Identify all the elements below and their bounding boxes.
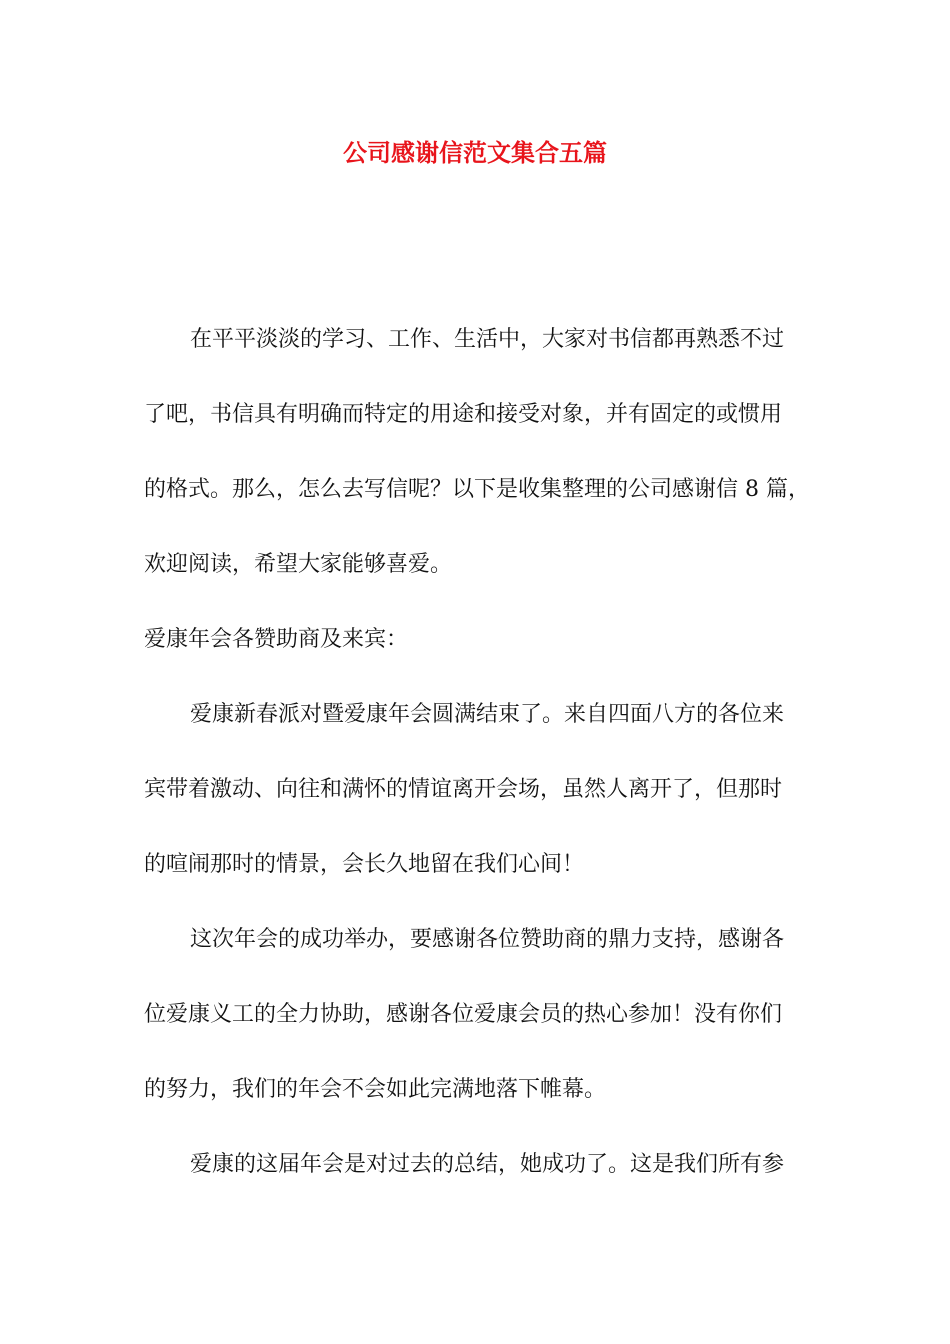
paragraph-line: 宾带着激动、向往和满怀的情谊离开会场，虽然人离开了，但那时 <box>144 777 783 802</box>
paragraph-line: 的喧闹那时的情景，会长久地留在我们心间！ <box>144 852 585 877</box>
paragraph-line: 爱康的这届年会是对过去的总结，她成功了。这是我们所有参 <box>190 1152 785 1177</box>
document-body <box>144 322 816 1222</box>
paragraph-line: 欢迎阅读，希望大家能够喜爱。 <box>144 552 453 577</box>
document-title: 公司感谢信范文集合五篇 <box>343 138 607 167</box>
paragraph-line: 爱康新春派对暨爱康年会圆满结束了。来自四面八方的各位来 <box>190 702 785 727</box>
paragraph-line: 这次年会的成功举办，要感谢各位赞助商的鼎力支持，感谢各 <box>190 927 785 952</box>
paragraph-line: 的格式。那么，怎么去写信呢？以下是收集整理的公司感谢信 8 篇， <box>144 477 810 502</box>
paragraph-line: 在平平淡淡的学习、工作、生活中，大家对书信都再熟悉不过 <box>190 327 785 352</box>
salutation-line: 爱康年会各赞助商及来宾： <box>144 627 409 652</box>
paragraph-line: 了吧，书信具有明确而特定的用途和接受对象，并有固定的或惯用 <box>144 402 783 427</box>
paragraph-line: 的努力，我们的年会不会如此完满地落下帷幕。 <box>144 1077 607 1102</box>
paragraph-line: 位爱康义工的全力协助，感谢各位爱康会员的热心参加！没有你们 <box>144 1002 783 1027</box>
